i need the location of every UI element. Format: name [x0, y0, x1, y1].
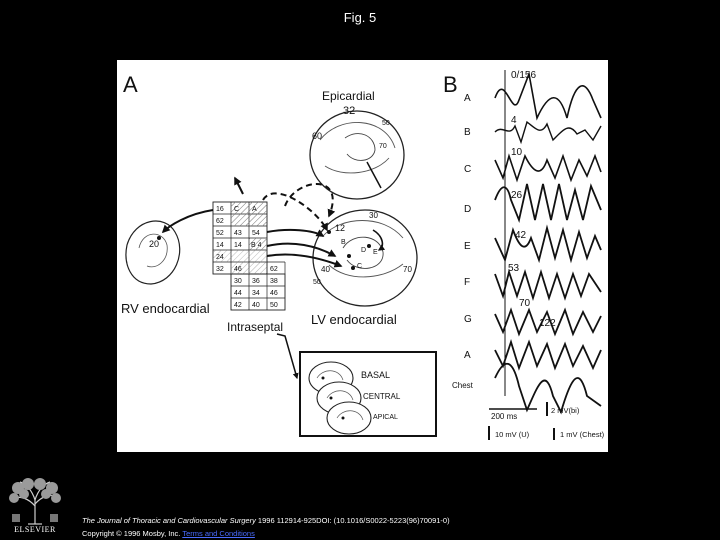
lv-endocardial-map	[311, 210, 417, 327]
activation-time: 0/156	[511, 70, 537, 81]
scale-bi: 2 mV(bi)	[551, 406, 580, 415]
grid-cell: 16	[216, 206, 224, 213]
rv-endocardial-map	[121, 221, 210, 316]
panel-a-label: A	[123, 72, 138, 97]
slice-inset	[300, 352, 436, 436]
lead-label: F	[464, 277, 471, 288]
grid-cell: 14	[234, 242, 242, 249]
activation-time: 42	[515, 230, 527, 241]
slice-level: BASAL	[361, 370, 391, 380]
activation-time: 4	[511, 115, 517, 126]
grid-cell: 24	[216, 254, 224, 261]
activation-time: 53	[508, 263, 520, 274]
lv-marker: B	[341, 239, 346, 246]
scale-u: 10 mV (U)	[495, 430, 530, 439]
grid-cell: A	[252, 206, 257, 213]
lead-label: A	[464, 350, 471, 361]
epicardial-value: 60	[312, 131, 323, 141]
scale-chest: 1 mV (Chest)	[560, 430, 605, 439]
grid-cell: B 4	[251, 242, 262, 249]
intraseptal-label: Intraseptal	[227, 320, 284, 334]
grid-cell: 32	[216, 266, 224, 273]
panel-b-label: B	[443, 72, 458, 97]
slice-level: CENTRAL	[363, 392, 401, 401]
lead-label: Chest	[452, 381, 473, 390]
grid-cell: 46	[234, 266, 242, 273]
grid-cell: 40	[252, 302, 260, 309]
grid-cell: 46	[270, 290, 278, 297]
grid-cell: 52	[216, 230, 224, 237]
epicardial-value: 50	[382, 120, 390, 127]
grid-cell: 44	[234, 290, 242, 297]
lv-marker: E	[373, 249, 378, 256]
epicardial-value: 32	[343, 105, 356, 117]
elsevier-wordmark: ELSEVIER	[14, 525, 56, 534]
epicardial-label: Epicardial	[322, 89, 375, 103]
lv-marker: C	[357, 263, 363, 270]
epicardial-value: 70	[379, 143, 387, 150]
copyright-text: Copyright © 1996 Mosby, Inc.	[82, 529, 181, 538]
lead-label: A	[464, 93, 471, 104]
scale-bars	[489, 402, 605, 440]
lead-label: G	[464, 314, 472, 325]
activation-time: 70	[519, 298, 531, 309]
copyright	[82, 529, 255, 538]
intraseptal-grid	[213, 202, 285, 334]
lv-value: 70	[403, 265, 412, 274]
grid-cell: 62	[270, 266, 278, 273]
lead-label: D	[464, 204, 472, 215]
citation-details: 1996 112914-925DOI: (10.1016/S0022-5223(96)70091-0)	[255, 516, 450, 525]
grid-cell: 43	[234, 230, 242, 237]
grid-cell: 54	[252, 230, 260, 237]
lv-value: 12	[335, 223, 346, 233]
slice-level: APICAL	[373, 414, 398, 421]
lv-value: 30	[369, 211, 378, 220]
lead-label: B	[464, 127, 471, 138]
rv-value: 20	[149, 239, 160, 249]
lv-value: 50	[313, 279, 321, 286]
figure-title: Fig. 5	[343, 10, 377, 25]
lead-label: E	[464, 241, 471, 252]
grid-cell: C	[234, 206, 240, 213]
citation	[82, 516, 450, 525]
grid-cell: 36	[252, 278, 260, 285]
figure-image	[117, 60, 608, 452]
scale-time: 200 ms	[491, 412, 518, 421]
lead-label: C	[464, 164, 472, 175]
grid-cell: 42	[234, 302, 242, 309]
grid-cell: 34	[252, 290, 260, 297]
rv-label: RV endocardial	[121, 301, 210, 316]
journal-name: The Journal of Thoracic and Cardiovascular Surgery	[82, 516, 256, 525]
lv-marker: D	[361, 247, 367, 254]
lv-value: 40	[321, 265, 330, 274]
activation-time: 26	[511, 190, 523, 201]
activation-time: 10	[511, 147, 523, 158]
grid-cell: 14	[216, 242, 224, 249]
grid-cell: 30	[234, 278, 242, 285]
epicardial-map	[310, 89, 404, 199]
terms-link[interactable]: Terms and Conditions	[182, 529, 255, 538]
activation-time: 122	[539, 318, 556, 329]
grid-cell: 62	[216, 218, 224, 225]
lv-label: LV endocardial	[311, 312, 397, 327]
grid-cell: 50	[270, 302, 278, 309]
grid-cell: 38	[270, 278, 278, 285]
